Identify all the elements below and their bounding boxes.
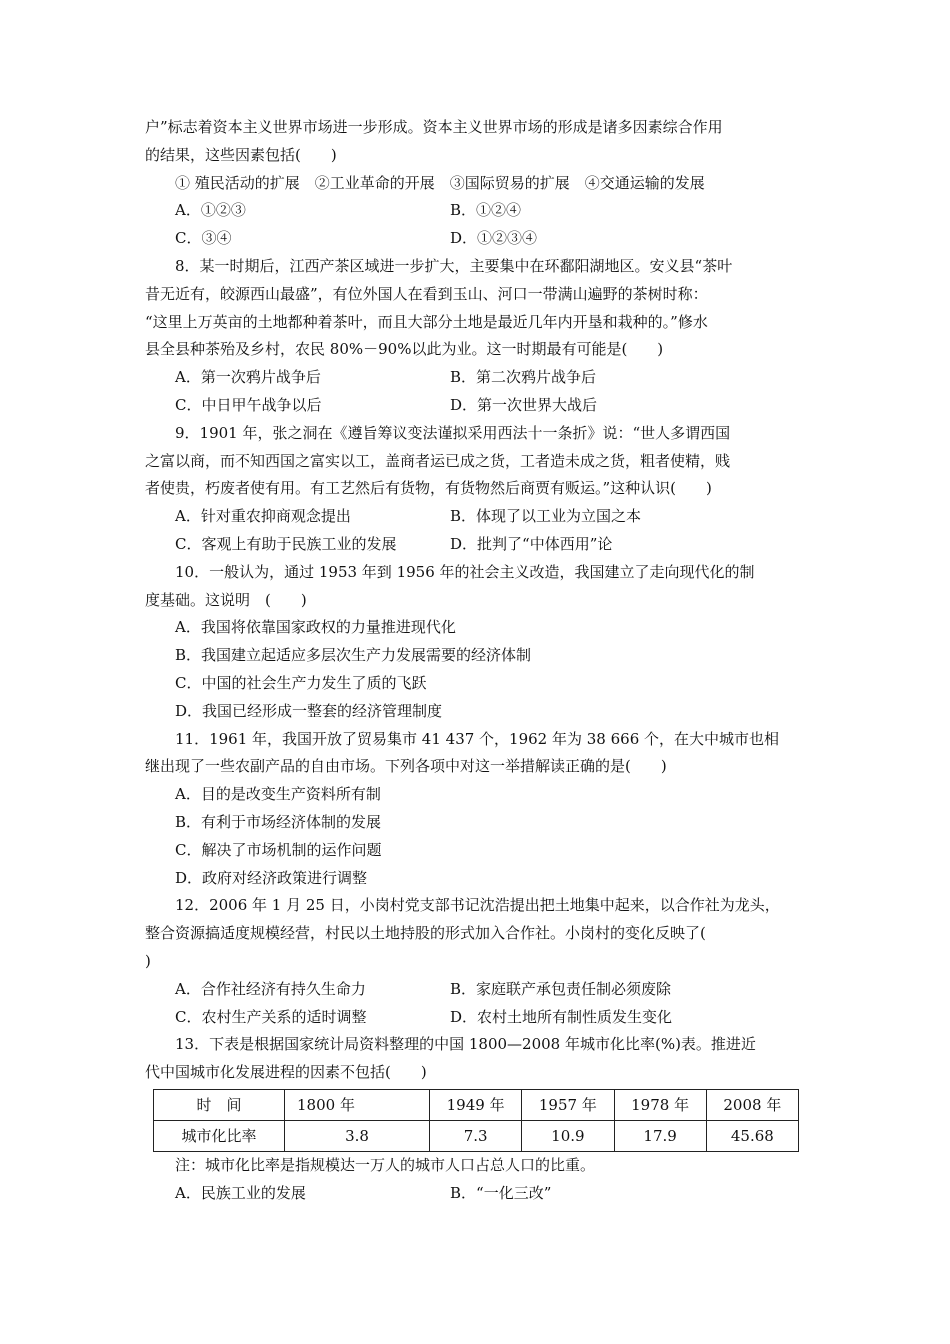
q10-option-b[interactable]: B．我国建立起适应多层次生产力发展需要的经济体制 — [175, 646, 532, 665]
urbanization-table — [153, 1089, 799, 1152]
q12-option-c[interactable]: C．农村生产关系的适时调整 — [175, 1007, 367, 1026]
q11-stem-line: 继出现了一些农副产品的自由市场。下列各项中对这一举措解读正确的是( ) — [145, 757, 667, 776]
table-header-cell: 1957 年 — [522, 1089, 614, 1120]
q11-option-c[interactable]: C．解决了市场机制的运作问题 — [175, 840, 382, 859]
q8-stem-line: 昔无近有，皎源西山最盛”，有位外国人在看到玉山、河口一带满山遍野的茶树时称： — [145, 284, 708, 303]
q11-option-a[interactable]: A．目的是改变生产资料所有制 — [175, 785, 381, 804]
table-cell: 城市化比率 — [154, 1120, 285, 1151]
q12-stem-line: 整合资源搞适度规模经营，村民以土地持股的形式加入合作社。小岗村的变化反映了( — [145, 924, 706, 943]
q7-options-row — [175, 225, 805, 253]
q12-option-a[interactable]: A．合作社经济有持久生命力 — [175, 979, 366, 998]
q9-stem-line: 9．1901 年，张之洞在《遵旨筹议变法谨拟采用西法十一条折》说：“世人多谓西国 — [175, 423, 731, 442]
table-header-cell: 1978 年 — [614, 1089, 706, 1120]
q13-stem-line: 代中国城市化发展进程的因素不包括( ) — [145, 1063, 427, 1082]
q8-options-row — [175, 364, 805, 392]
table-note: 注：城市化比率是指规模达一万人的城市人口占总人口的比重。 — [175, 1155, 596, 1174]
table-cell: 45.68 — [706, 1120, 798, 1151]
q8-options-row — [175, 392, 805, 420]
q8-option-b[interactable]: B．第二次鸦片战争后 — [450, 368, 597, 387]
q7-option-b[interactable]: B．①②④ — [450, 201, 522, 220]
q9-option-c[interactable]: C．客观上有助于民族工业的发展 — [175, 534, 397, 553]
table-cell: 3.8 — [285, 1120, 430, 1151]
q12-options-row — [175, 1004, 805, 1032]
q12-option-b[interactable]: B．家庭联产承包责任制必须废除 — [450, 979, 672, 998]
q7-option-c[interactable]: C．③④ — [175, 229, 232, 248]
q9-option-d[interactable]: D．批判了“中体西用”论 — [450, 534, 613, 553]
q9-stem-line: 者使贵，朽废者使有用。有工艺然后有货物，有货物然后商贾有贩运。”这种认识( ) — [145, 479, 712, 498]
table-header-row — [154, 1089, 799, 1120]
q12-stem-line: ) — [145, 951, 151, 970]
q12-option-d[interactable]: D．农村土地所有制性质发生变化 — [450, 1007, 673, 1026]
q11-option-b[interactable]: B．有利于市场经济体制的发展 — [175, 812, 382, 831]
table-cell: 7.3 — [430, 1120, 522, 1151]
q8-stem-line: “这里上万英亩的土地都种着茶叶，而且大部分土地是最近几年内开垦和栽种的。”修水 — [145, 312, 708, 331]
q12-stem-line: 12．2006 年 1 月 25 日，小岗村党支部书记沈浩提出把土地集中起来，以合作社为龙头， — [175, 896, 780, 915]
q8-stem-line: 8．某一时期后，江西产茶区域进一步扩大，主要集中在环鄱阳湖地区。安义县“茶叶 — [175, 256, 733, 275]
q11-stem-line: 11．1961 年，我国开放了贸易集市 41 437 个，1962 年为 38 666 个，在大中城市也相 — [175, 729, 780, 748]
q13-stem-line: 13．下表是根据国家统计局资料整理的中国 1800—2008 年城市化比率(%)表。推进近 — [175, 1035, 756, 1054]
q9-stem-line: 之富以商，而不知西国之富实以工，盖商者运已成之货，工者造未成之货，粗者使精，贱 — [145, 451, 731, 470]
q9-options-row — [175, 531, 805, 559]
q13-options-row — [175, 1180, 805, 1208]
q8-stem-line: 县全县种茶殆及乡村，农民 80%－90%以此为业。这一时期最有可能是( ) — [145, 340, 664, 359]
q8-option-c[interactable]: C．中日甲午战争以后 — [175, 395, 322, 414]
q9-option-a[interactable]: A．针对重农抑商观念提出 — [175, 507, 351, 526]
q7-options-row — [175, 197, 805, 225]
q10-option-d[interactable]: D．我国已经形成一整套的经济管理制度 — [175, 701, 443, 720]
table-header-cell: 时 间 — [154, 1089, 285, 1120]
q9-options-row — [175, 503, 805, 531]
q7-option-d[interactable]: D．①②③④ — [450, 229, 538, 248]
q10-option-c[interactable]: C．中国的社会生产力发生了质的飞跃 — [175, 673, 427, 692]
q13-option-b[interactable]: B．“一化三改” — [450, 1183, 552, 1202]
q10-stem-line: 度基础。这说明 ( ) — [145, 590, 307, 609]
table-row — [154, 1120, 799, 1151]
q11-option-d[interactable]: D．政府对经济政策进行调整 — [175, 868, 368, 887]
table-cell: 10.9 — [522, 1120, 614, 1151]
q8-option-d[interactable]: D．第一次世界大战后 — [450, 395, 598, 414]
q10-option-a[interactable]: A．我国将依靠国家政权的力量推进现代化 — [175, 618, 456, 637]
q12-options-row — [175, 976, 805, 1004]
q8-option-a[interactable]: A．第一次鸦片战争后 — [175, 368, 321, 387]
table-header-cell: 1800 年 — [285, 1089, 430, 1120]
exam-page — [145, 114, 805, 1207]
table-cell: 17.9 — [614, 1120, 706, 1151]
q13-option-a[interactable]: A．民族工业的发展 — [175, 1183, 306, 1202]
q9-option-b[interactable]: B．体现了以工业为立国之本 — [450, 507, 642, 526]
table-header-cell: 2008 年 — [706, 1089, 798, 1120]
q7-stem-line: 的结果，这些因素包括( ) — [145, 145, 337, 164]
q7-items: ① 殖民活动的扩展 ②工业革命的开展 ③国际贸易的扩展 ④交通运输的发展 — [175, 173, 705, 192]
q7-stem-line: 户”标志着资本主义世界市场进一步形成。资本主义世界市场的形成是诸多因素综合作用 — [145, 118, 723, 136]
q10-stem-line: 10．一般认为，通过 1953 年到 1956 年的社会主义改造，我国建立了走向现代化的制 — [175, 562, 755, 581]
table-header-cell: 1949 年 — [430, 1089, 522, 1120]
q7-option-a[interactable]: A．①②③ — [175, 201, 246, 220]
